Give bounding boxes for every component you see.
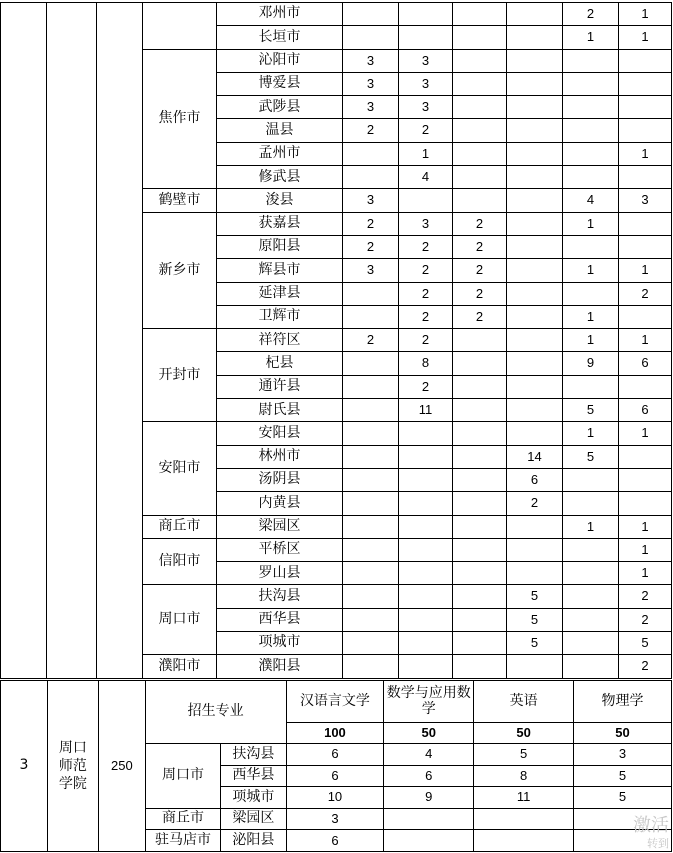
city-cell: 周口市	[143, 585, 217, 655]
quota-cell	[453, 632, 507, 655]
quota-cell	[343, 632, 399, 655]
quota-cell	[453, 608, 507, 631]
table-row	[1, 3, 672, 26]
quota-cell	[453, 3, 507, 26]
county-cell: 林州市	[217, 445, 343, 468]
county-cell: 内黄县	[217, 492, 343, 515]
quota-cell	[507, 422, 563, 445]
quota-cell	[453, 189, 507, 212]
quota-cell	[384, 808, 474, 830]
city-cell: 商丘市	[143, 515, 217, 538]
quota-cell	[453, 515, 507, 538]
quota-cell	[507, 375, 563, 398]
quota-cell	[399, 562, 453, 585]
quota-cell: 2	[619, 608, 672, 631]
county-cell: 西华县	[217, 608, 343, 631]
quota-cell	[343, 468, 399, 491]
quota-cell: 2	[453, 305, 507, 328]
quota-cell	[453, 445, 507, 468]
quota-cell: 1	[619, 538, 672, 561]
county-cell: 博爱县	[217, 72, 343, 95]
quota-cell: 3	[574, 744, 672, 766]
quota-cell: 10	[286, 787, 384, 809]
quota-cell	[507, 189, 563, 212]
city-cell	[143, 3, 217, 50]
quota-cell	[453, 166, 507, 189]
quota-cell: 1	[619, 562, 672, 585]
major-header-row	[1, 681, 672, 723]
quota-cell: 1	[563, 422, 619, 445]
city-cell: 驻马店市	[145, 830, 220, 852]
quota-cell	[343, 305, 399, 328]
quota-cell	[399, 3, 453, 26]
allocation-table-continued	[0, 2, 672, 679]
quota-cell: 2	[453, 282, 507, 305]
quota-cell	[619, 235, 672, 258]
quota-cell	[399, 492, 453, 515]
quota-cell	[399, 189, 453, 212]
quota-cell	[343, 352, 399, 375]
county-cell: 扶沟县	[217, 585, 343, 608]
quota-cell: 5	[574, 765, 672, 787]
quota-cell: 4	[563, 189, 619, 212]
quota-cell: 3	[343, 72, 399, 95]
quota-cell	[563, 49, 619, 72]
quota-cell	[563, 632, 619, 655]
quota-cell	[399, 26, 453, 49]
major-quota: 100	[286, 723, 384, 744]
county-cell: 长垣市	[217, 26, 343, 49]
quota-cell: 2	[399, 375, 453, 398]
quota-cell: 2	[343, 235, 399, 258]
watermark-subtext: 转到	[647, 837, 669, 850]
quota-cell: 2	[507, 492, 563, 515]
quota-cell	[343, 422, 399, 445]
quota-cell	[563, 235, 619, 258]
quota-cell	[563, 282, 619, 305]
major-name: 物理学	[574, 681, 672, 723]
quota-cell	[563, 375, 619, 398]
county-cell: 尉氏县	[217, 399, 343, 422]
major-quota: 50	[574, 723, 672, 744]
county-cell: 武陟县	[217, 96, 343, 119]
quota-cell	[619, 49, 672, 72]
quota-cell	[563, 96, 619, 119]
quota-cell	[343, 3, 399, 26]
quota-cell	[453, 399, 507, 422]
quota-cell: 1	[619, 259, 672, 282]
county-cell: 安阳县	[217, 422, 343, 445]
quota-cell: 6	[384, 765, 474, 787]
quota-cell: 6	[286, 765, 384, 787]
quota-cell	[507, 352, 563, 375]
quota-cell	[343, 585, 399, 608]
quota-cell: 2	[399, 235, 453, 258]
quota-cell	[453, 119, 507, 142]
quota-cell: 9	[384, 787, 474, 809]
quota-cell: 3	[343, 259, 399, 282]
quota-cell: 6	[286, 830, 384, 852]
quota-cell	[619, 375, 672, 398]
county-cell: 温县	[217, 119, 343, 142]
quota-cell: 2	[453, 259, 507, 282]
quota-cell	[399, 468, 453, 491]
quota-cell: 14	[507, 445, 563, 468]
quota-cell: 3	[619, 189, 672, 212]
county-cell: 卫辉市	[217, 305, 343, 328]
quota-cell	[619, 445, 672, 468]
city-cell: 安阳市	[143, 422, 217, 515]
quota-cell: 1	[563, 212, 619, 235]
major-name: 数学与应用数学	[384, 681, 474, 723]
quota-cell	[453, 538, 507, 561]
county-cell: 项城市	[217, 632, 343, 655]
quota-cell: 6	[619, 399, 672, 422]
quota-cell	[507, 399, 563, 422]
quota-cell: 2	[343, 329, 399, 352]
quota-cell	[453, 655, 507, 678]
quota-cell	[453, 468, 507, 491]
quota-cell	[343, 142, 399, 165]
quota-cell: 3	[399, 72, 453, 95]
quota-cell	[563, 72, 619, 95]
quota-cell	[474, 808, 574, 830]
quota-cell	[619, 72, 672, 95]
quota-cell	[453, 492, 507, 515]
quota-cell: 3	[343, 49, 399, 72]
quota-cell: 2	[453, 235, 507, 258]
quota-cell: 11	[399, 399, 453, 422]
county-cell: 杞县	[217, 352, 343, 375]
quota-cell: 5	[474, 744, 574, 766]
quota-cell: 5	[507, 608, 563, 631]
total-quota: 250	[98, 681, 145, 852]
quota-cell	[563, 585, 619, 608]
quota-cell: 1	[619, 515, 672, 538]
county-cell: 辉县市	[217, 259, 343, 282]
quota-cell: 1	[619, 329, 672, 352]
quota-cell: 5	[507, 585, 563, 608]
quota-cell: 11	[474, 787, 574, 809]
county-cell: 梁园区	[221, 808, 286, 830]
quota-cell	[343, 562, 399, 585]
blank-col-b	[47, 3, 97, 679]
quota-cell	[619, 492, 672, 515]
school-name: 周口师范学院	[47, 681, 98, 852]
quota-cell	[619, 166, 672, 189]
major-header: 招生专业	[145, 681, 286, 744]
quota-cell	[453, 562, 507, 585]
quota-cell	[507, 3, 563, 26]
quota-cell	[453, 585, 507, 608]
quota-cell	[399, 655, 453, 678]
quota-cell	[507, 305, 563, 328]
major-name: 汉语言文学	[286, 681, 384, 723]
quota-cell	[507, 562, 563, 585]
quota-cell: 1	[619, 26, 672, 49]
quota-cell: 5	[619, 632, 672, 655]
county-cell: 罗山县	[217, 562, 343, 585]
quota-cell: 4	[399, 166, 453, 189]
county-cell: 西华县	[221, 765, 286, 787]
quota-cell	[453, 26, 507, 49]
quota-cell	[453, 72, 507, 95]
quota-cell: 3	[343, 96, 399, 119]
county-cell: 修武县	[217, 166, 343, 189]
quota-cell: 6	[507, 468, 563, 491]
quota-cell: 2	[399, 329, 453, 352]
quota-cell: 2	[619, 585, 672, 608]
quota-cell	[563, 538, 619, 561]
quota-cell	[343, 492, 399, 515]
quota-cell	[507, 235, 563, 258]
quota-cell	[453, 49, 507, 72]
quota-cell: 2	[399, 119, 453, 142]
quota-cell	[343, 608, 399, 631]
quota-cell	[507, 49, 563, 72]
city-cell: 焦作市	[143, 49, 217, 189]
quota-cell	[507, 166, 563, 189]
quota-cell	[619, 96, 672, 119]
quota-cell	[619, 305, 672, 328]
quota-cell: 2	[619, 282, 672, 305]
county-cell: 原阳县	[217, 235, 343, 258]
city-cell: 濮阳市	[143, 655, 217, 678]
quota-cell: 9	[563, 352, 619, 375]
quota-cell	[563, 655, 619, 678]
county-cell: 沁阳市	[217, 49, 343, 72]
quota-cell	[399, 608, 453, 631]
quota-cell: 3	[399, 96, 453, 119]
quota-cell: 2	[619, 655, 672, 678]
quota-cell	[507, 655, 563, 678]
watermark-text: 激活	[633, 815, 669, 836]
quota-cell: 1	[619, 142, 672, 165]
quota-cell	[399, 515, 453, 538]
quota-cell	[563, 119, 619, 142]
quota-cell: 5	[574, 787, 672, 809]
quota-cell: 1	[399, 142, 453, 165]
quota-cell: 2	[343, 119, 399, 142]
quota-cell	[343, 538, 399, 561]
quota-cell: 1	[563, 329, 619, 352]
city-cell: 开封市	[143, 329, 217, 422]
quota-cell	[563, 562, 619, 585]
quota-cell	[474, 830, 574, 852]
county-cell: 汤阴县	[217, 468, 343, 491]
quota-cell	[507, 538, 563, 561]
quota-cell	[453, 329, 507, 352]
quota-cell	[563, 608, 619, 631]
quota-cell	[399, 585, 453, 608]
major-quota: 50	[384, 723, 474, 744]
quota-cell	[619, 212, 672, 235]
county-cell: 延津县	[217, 282, 343, 305]
quota-cell: 6	[286, 744, 384, 766]
zhoukou-normal-university-table	[0, 680, 672, 852]
quota-cell	[343, 655, 399, 678]
quota-cell	[343, 375, 399, 398]
quota-cell: 8	[474, 765, 574, 787]
county-cell: 邓州市	[217, 3, 343, 26]
quota-cell: 3	[399, 49, 453, 72]
quota-cell	[507, 142, 563, 165]
quota-cell	[343, 445, 399, 468]
quota-cell: 5	[563, 445, 619, 468]
major-quota: 50	[474, 723, 574, 744]
city-cell: 信阳市	[143, 538, 217, 585]
quota-cell: 8	[399, 352, 453, 375]
quota-cell: 5	[563, 399, 619, 422]
county-cell: 梁园区	[217, 515, 343, 538]
quota-cell	[507, 515, 563, 538]
quota-cell	[507, 26, 563, 49]
quota-cell	[453, 375, 507, 398]
quota-cell: 2	[399, 282, 453, 305]
quota-cell	[507, 119, 563, 142]
county-cell: 平桥区	[217, 538, 343, 561]
quota-cell: 2	[563, 3, 619, 26]
quota-cell	[453, 96, 507, 119]
quota-cell	[399, 445, 453, 468]
quota-cell	[507, 212, 563, 235]
quota-cell	[507, 96, 563, 119]
quota-cell: 2	[399, 259, 453, 282]
row-index: 3	[1, 681, 48, 852]
county-cell: 获嘉县	[217, 212, 343, 235]
quota-cell	[399, 422, 453, 445]
quota-cell	[563, 142, 619, 165]
county-cell: 浚县	[217, 189, 343, 212]
city-cell: 周口市	[145, 744, 220, 809]
county-cell: 濮阳县	[217, 655, 343, 678]
quota-cell	[343, 399, 399, 422]
quota-cell: 1	[563, 515, 619, 538]
county-cell: 项城市	[221, 787, 286, 809]
major-name: 英语	[474, 681, 574, 723]
quota-cell	[453, 422, 507, 445]
quota-cell	[563, 166, 619, 189]
quota-cell: 1	[619, 422, 672, 445]
quota-cell: 4	[384, 744, 474, 766]
quota-cell	[563, 468, 619, 491]
quota-cell: 3	[343, 189, 399, 212]
quota-cell	[507, 72, 563, 95]
city-cell: 商丘市	[145, 808, 220, 830]
quota-cell	[384, 830, 474, 852]
quota-cell: 6	[619, 352, 672, 375]
quota-cell: 3	[286, 808, 384, 830]
quota-cell	[343, 515, 399, 538]
quota-cell: 3	[399, 212, 453, 235]
quota-cell	[453, 352, 507, 375]
quota-cell	[507, 282, 563, 305]
county-cell: 祥符区	[217, 329, 343, 352]
county-cell: 泌阳县	[221, 830, 286, 852]
quota-cell	[399, 632, 453, 655]
county-cell: 通许县	[217, 375, 343, 398]
quota-cell: 2	[453, 212, 507, 235]
quota-cell	[563, 492, 619, 515]
quota-cell	[619, 468, 672, 491]
county-cell: 孟州市	[217, 142, 343, 165]
city-cell: 新乡市	[143, 212, 217, 328]
quota-cell: 1	[563, 26, 619, 49]
quota-cell: 1	[563, 259, 619, 282]
quota-cell	[619, 119, 672, 142]
blank-col-a	[1, 3, 47, 679]
quota-cell	[507, 259, 563, 282]
quota-cell	[507, 329, 563, 352]
quota-cell	[343, 282, 399, 305]
blank-col-c	[97, 3, 143, 679]
quota-cell	[343, 26, 399, 49]
quota-cell: 1	[563, 305, 619, 328]
quota-cell: 1	[619, 3, 672, 26]
city-cell: 鹤壁市	[143, 189, 217, 212]
quota-cell	[399, 538, 453, 561]
quota-cell	[343, 166, 399, 189]
quota-cell: 5	[507, 632, 563, 655]
quota-cell	[453, 142, 507, 165]
quota-cell: 2	[343, 212, 399, 235]
quota-cell: 2	[399, 305, 453, 328]
county-cell: 扶沟县	[221, 744, 286, 766]
